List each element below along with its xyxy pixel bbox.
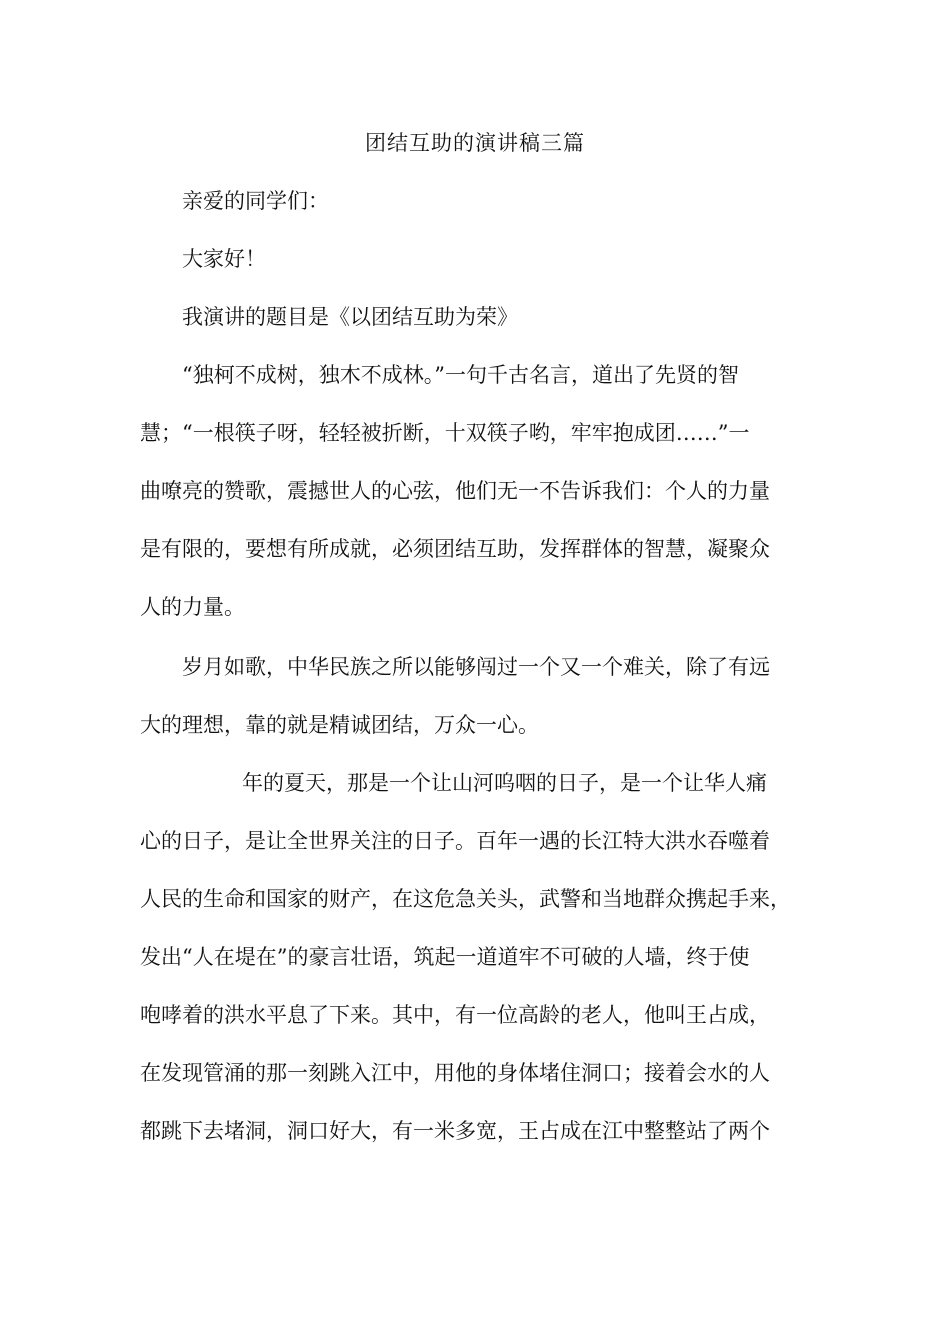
- paragraph-3-line-3: 人民的生命和国家的财产，在这危急关头，武警和当地群众携起手来，: [140, 887, 791, 911]
- document-title: 团结互助的演讲稿三篇: [365, 131, 585, 155]
- paragraph-3-line-7: 都跳下去堵洞，洞口好大，有一米多宽，王占成在江中整整站了两个: [140, 1119, 770, 1143]
- paragraph-2-line-1: 岁月如歌，中华民族之所以能够闯过一个又一个难关，除了有远: [182, 655, 770, 679]
- paragraph-3-line-5: 咆哮着的洪水平息了下来。其中，有一位高龄的老人，他叫王占成，: [140, 1003, 770, 1027]
- paragraph-3-line-6: 在发现管涌的那一刻跳入江中，用他的身体堵住洞口；接着会水的人: [140, 1061, 770, 1085]
- paragraph-1-line-3: 曲嘹亮的赞歌，震撼世人的心弦，他们无一不告诉我们：个人的力量: [140, 479, 770, 503]
- paragraph-2-line-2: 大的理想，靠的就是精诚团结，万众一心。: [140, 713, 539, 737]
- paragraph-3-line-4: 发出“人在堤在”的豪言壮语，筑起一道道牢不可破的人墙，终于使: [140, 945, 750, 969]
- paragraph-1-line-4: 是有限的，要想有所成就，必须团结互助，发挥群体的智慧，凝聚众: [140, 537, 770, 561]
- paragraph-1-line-1: “独柯不成树，独木不成林。”一句千古名言，道出了先贤的智: [182, 363, 739, 387]
- topic-line: 我演讲的题目是《以团结互助为荣》: [182, 305, 518, 329]
- paragraph-1-line-2: 慧；“一根筷子呀，轻轻被折断，十双筷子哟，牢牢抱成团……”一: [140, 421, 750, 445]
- paragraph-3-line-1: 年的夏天，那是一个让山河呜咽的日子，是一个让华人痛: [242, 771, 767, 795]
- paragraph-1-line-5: 人的力量。: [140, 595, 245, 619]
- paragraph-3-line-2: 心的日子，是让全世界关注的日子。百年一遇的长江特大洪水吞噬着: [140, 829, 770, 853]
- greeting: 大家好！: [182, 247, 266, 271]
- salutation: 亲爱的同学们：: [182, 189, 329, 213]
